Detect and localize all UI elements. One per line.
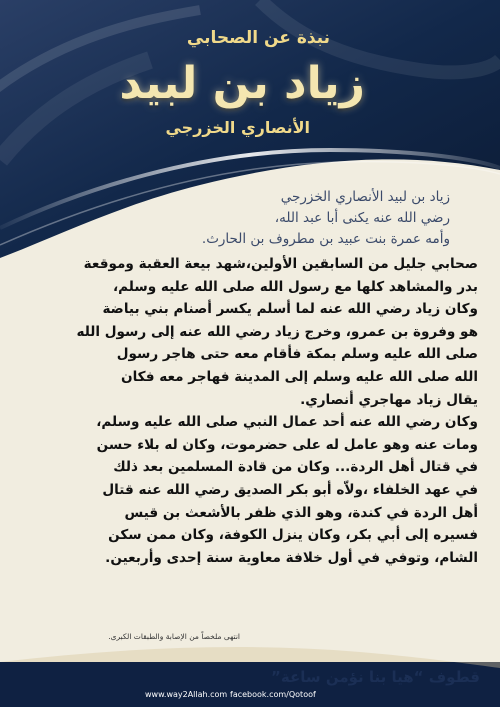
body-line: بدر والمشاهد كلها مع رسول الله صلى الله عليه وسلم، xyxy=(112,278,478,295)
body-line: ومات عنه وهو عامل له على حضرموت، وكان له بلاء حسن xyxy=(96,436,478,453)
body-line: أهل الردة في كندة، وهو الذي ظفر بالأشعث بن قيس xyxy=(124,504,478,521)
body-line: صحابي جليل من السابقين الأولين،شهد بيعة العقبة وموقعة xyxy=(83,256,478,272)
footer-slogan: قطوف “هيا بنا نؤمن ساعة” xyxy=(271,668,480,686)
page-title: زياد بن لبيد xyxy=(119,58,365,109)
body-line: الله صلى الله عليه وسلم إلى المدينة فهاجر معه فكان xyxy=(120,368,478,385)
biography-text xyxy=(18,253,478,569)
header xyxy=(0,0,500,180)
intro-text xyxy=(30,187,450,250)
body-line: وكان زياد رضي الله عنه لما أسلم يكسر أصنام بني بياضة xyxy=(102,301,478,318)
facebook-link[interactable]: facebook.com/Qotoof xyxy=(230,690,316,699)
body-line: يقال زياد مهاجري أنصاري. xyxy=(300,391,478,408)
header-small-title: نبذة عن الصحابي xyxy=(186,28,330,48)
body-line: هو وفروة بن عمرو، وخرج زياد رضي الله عنه إلى رسول الله xyxy=(76,323,478,340)
website-link[interactable]: www.way2Allah.com xyxy=(145,690,228,699)
body-line: الشام، وتوفي في أول خلافة معاوية سنة إحدى وأربعين. xyxy=(105,549,478,566)
body-line: صلى الله عليه وسلم بمكة فأقام معه حتى هاجر رسول xyxy=(116,346,478,363)
intro-line: رضي الله عنه يكنى أبا عبد الله، xyxy=(274,210,450,226)
body-line: في عهد الخلفاء ،ولاّه أبو بكر الصديق رضي الله عنه قتال xyxy=(102,481,478,498)
body-line: في قتال أهل الردة... وكان من قادة المسلمين بعد ذلك xyxy=(113,459,478,476)
source-note: انتهى ملخصاً من الإصابة والطبقات الكبرى. xyxy=(108,632,240,641)
body-line: فسيره إلى أبي بكر، وكان ينزل الكوفة، وكان ممن سكن xyxy=(108,527,478,544)
intro-line: وأمه عمرة بنت عبيد بن مطروف بن الحارث. xyxy=(201,231,450,247)
header-subtitle: الأنصاري الخزرجي xyxy=(165,118,310,137)
body-line: وكان رضي الله عنه أحد عمال النبي صلى الله عليه وسلم، xyxy=(96,414,478,431)
intro-line: زياد بن لبيد الأنصاري الخزرجي xyxy=(280,189,450,205)
